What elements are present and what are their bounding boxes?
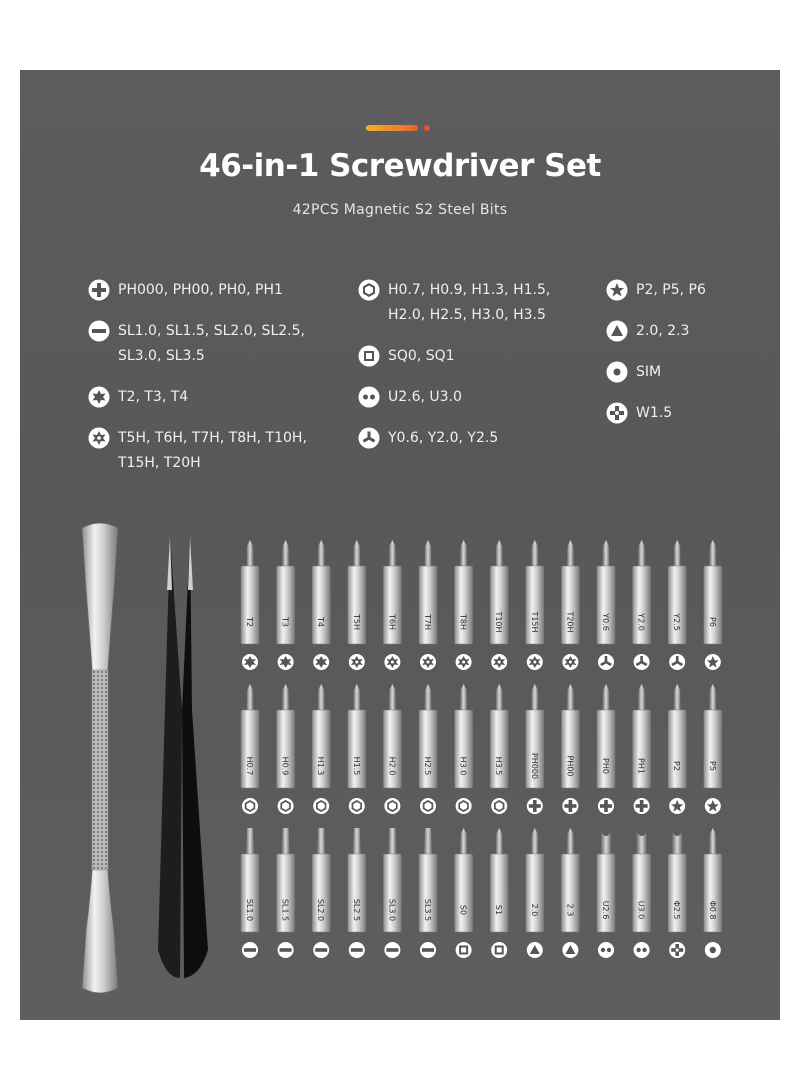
bit-p2 bbox=[668, 684, 686, 814]
bit-label: 2.0 bbox=[529, 903, 539, 917]
bit-h2-5 bbox=[419, 684, 437, 814]
bit-tip bbox=[460, 684, 467, 710]
spudger-tool bbox=[82, 523, 118, 993]
bit-body bbox=[241, 566, 259, 644]
bit-tip bbox=[353, 828, 361, 854]
bit-label: PH0 bbox=[601, 758, 610, 774]
bit-t10h bbox=[490, 540, 508, 670]
bit-label: H1.3 bbox=[316, 756, 326, 776]
slot-icon bbox=[242, 942, 258, 958]
bit-tip bbox=[425, 540, 432, 566]
bit-label: T10H bbox=[494, 611, 504, 633]
bit-body bbox=[277, 566, 295, 644]
bit-label: P6 bbox=[707, 617, 717, 627]
bit-label: Φ2.5 bbox=[672, 900, 682, 920]
bit-ph000 bbox=[526, 684, 544, 814]
triangle-icon bbox=[527, 942, 543, 958]
bit-h3-5 bbox=[490, 684, 508, 814]
bit-label: Y2.5 bbox=[672, 613, 682, 631]
bit-label: T8H bbox=[458, 614, 468, 630]
slot-icon bbox=[420, 942, 436, 958]
bit-label: 2.3 bbox=[565, 903, 575, 917]
bit-u3-0 bbox=[633, 832, 651, 958]
bit-body bbox=[455, 854, 473, 932]
bit-tip bbox=[317, 828, 325, 854]
bit-h2-0 bbox=[383, 684, 401, 814]
bit-label: T4 bbox=[316, 617, 326, 627]
bit-body bbox=[348, 566, 366, 644]
slot-icon bbox=[278, 942, 294, 958]
star-icon bbox=[705, 798, 721, 814]
product-panel bbox=[20, 70, 780, 1020]
torx-icon bbox=[278, 654, 294, 670]
slot-icon bbox=[313, 942, 329, 958]
spec-text: 2.0, 2.3 bbox=[636, 323, 690, 339]
bit-label: SL1.0 bbox=[245, 898, 254, 922]
bit-label: SL1.5 bbox=[280, 898, 290, 922]
spec-text: P2, P5, P6 bbox=[636, 282, 706, 298]
bit-label: SL2.0 bbox=[316, 898, 326, 922]
bit-tip bbox=[709, 684, 716, 710]
bit-tip bbox=[353, 540, 360, 566]
page-title: 46-in-1 Screwdriver Set bbox=[199, 148, 601, 184]
bit-tip bbox=[531, 540, 538, 566]
bit-h1-5 bbox=[348, 684, 366, 814]
bit-label: H2.5 bbox=[423, 756, 432, 776]
hex-icon bbox=[242, 798, 258, 814]
bit-tip bbox=[531, 828, 538, 854]
bit-tip bbox=[388, 828, 396, 854]
bit-tip bbox=[318, 684, 325, 710]
bit-sl1-5 bbox=[277, 828, 295, 958]
spec-text: T5H, T6H, T7H, T8H, T10H, T15H, T20H bbox=[118, 430, 307, 471]
bit-body bbox=[561, 854, 579, 932]
bit-h0-7 bbox=[241, 684, 259, 814]
phillips-icon bbox=[634, 798, 650, 814]
bit-tip bbox=[246, 828, 254, 854]
torxh-icon bbox=[562, 654, 578, 670]
bit-t6h bbox=[383, 540, 401, 670]
square-icon bbox=[456, 942, 472, 958]
bit-tip bbox=[638, 540, 645, 566]
bit-label: H1.5 bbox=[351, 756, 361, 776]
bit-tip bbox=[496, 828, 503, 854]
bit-label: PH000 bbox=[529, 752, 539, 780]
bit-tip bbox=[282, 828, 290, 854]
bit-body bbox=[526, 854, 544, 932]
bit-tip bbox=[496, 684, 503, 710]
bit-tip bbox=[709, 540, 716, 566]
bit-tip bbox=[460, 540, 467, 566]
w-icon bbox=[669, 942, 685, 958]
bit-2-3 bbox=[561, 828, 579, 958]
hex-icon bbox=[384, 798, 400, 814]
bit-body bbox=[704, 854, 722, 932]
spec-text: W1.5 bbox=[636, 405, 673, 421]
star-icon bbox=[669, 798, 685, 814]
bit-body bbox=[704, 566, 722, 644]
bit-ph00 bbox=[561, 684, 579, 814]
bit-body bbox=[597, 710, 615, 788]
bit-label: H2.0 bbox=[387, 756, 397, 776]
phillips-icon bbox=[527, 798, 543, 814]
bit-y2-0 bbox=[633, 540, 651, 670]
bit-grid bbox=[241, 540, 722, 958]
hex-icon bbox=[278, 798, 294, 814]
bit-s1 bbox=[490, 828, 508, 958]
phillips-icon bbox=[562, 798, 578, 814]
bit-sl1-0 bbox=[241, 828, 259, 958]
spec-text: SIM bbox=[636, 364, 662, 380]
bit-tip bbox=[601, 832, 611, 854]
spec-text: SL1.0, SL1.5, SL2.0, SL2.5, SL3.0, SL3.5 bbox=[118, 323, 305, 364]
hex-icon bbox=[420, 798, 436, 814]
star-icon bbox=[705, 654, 721, 670]
bit-tip bbox=[460, 828, 467, 854]
bit-h3-0 bbox=[455, 684, 473, 814]
bit-tip bbox=[389, 684, 396, 710]
spec-text: U2.6, U3.0 bbox=[388, 389, 462, 405]
triwing-icon bbox=[669, 654, 685, 670]
bit-label: U2.6 bbox=[601, 900, 610, 920]
bit-body bbox=[419, 566, 437, 644]
bit-tip bbox=[638, 684, 645, 710]
bit-body bbox=[704, 710, 722, 788]
slot-icon bbox=[349, 942, 365, 958]
bit-label: H0.9 bbox=[280, 756, 290, 776]
bit-label: PH00 bbox=[565, 755, 575, 777]
torxh-icon bbox=[491, 654, 507, 670]
bit-tip bbox=[247, 684, 254, 710]
torxh-icon bbox=[456, 654, 472, 670]
bit-p6 bbox=[704, 540, 722, 670]
bit-body bbox=[241, 710, 259, 788]
square-icon bbox=[491, 942, 507, 958]
torxh-icon bbox=[420, 654, 436, 670]
bit-2-0 bbox=[526, 828, 544, 958]
page-subtitle: 42PCS Magnetic S2 Steel Bits bbox=[292, 202, 508, 218]
bit-label: T3 bbox=[280, 617, 290, 627]
bit--2-5 bbox=[668, 832, 686, 958]
bit-label: T15H bbox=[529, 611, 539, 633]
bit-body bbox=[348, 710, 366, 788]
bit-label: SL3.0 bbox=[387, 898, 397, 922]
bit-t7h bbox=[419, 540, 437, 670]
bit-label: SL3.5 bbox=[423, 898, 432, 922]
bit-label: U3.0 bbox=[636, 900, 646, 920]
phillips-icon bbox=[598, 798, 614, 814]
bit-sl2-0 bbox=[312, 828, 330, 958]
bit-label: T2 bbox=[245, 617, 254, 627]
bit--0-8 bbox=[704, 828, 722, 958]
torx-icon bbox=[242, 654, 258, 670]
bit-h1-3 bbox=[312, 684, 330, 814]
bit-label: T20H bbox=[565, 611, 575, 633]
bit-body bbox=[633, 854, 651, 932]
bit-t20h bbox=[561, 540, 579, 670]
bit-body bbox=[383, 710, 401, 788]
bit-label: T5H bbox=[351, 614, 361, 630]
bit-tip bbox=[603, 540, 610, 566]
triangle-icon bbox=[562, 942, 578, 958]
bit-label: H3.5 bbox=[494, 756, 504, 776]
bit-tip bbox=[674, 684, 681, 710]
bit-s0 bbox=[455, 828, 473, 958]
bit-p5 bbox=[704, 684, 722, 814]
slot-icon bbox=[384, 942, 400, 958]
bit-t2 bbox=[241, 540, 259, 670]
bit-sl2-5 bbox=[348, 828, 366, 958]
u-icon bbox=[634, 942, 650, 958]
bit-tip bbox=[567, 684, 574, 710]
bit-body bbox=[419, 710, 437, 788]
bit-body bbox=[277, 710, 295, 788]
bit-t8h bbox=[455, 540, 473, 670]
bit-tip bbox=[674, 540, 681, 566]
bit-body bbox=[668, 710, 686, 788]
bit-label: H0.7 bbox=[245, 756, 254, 776]
bit-body bbox=[455, 710, 473, 788]
bit-tip bbox=[318, 540, 325, 566]
tool-illustration bbox=[20, 70, 780, 1020]
hex-icon bbox=[491, 798, 507, 814]
hex-icon bbox=[349, 798, 365, 814]
bit-body bbox=[633, 710, 651, 788]
bit-label: Y2.0 bbox=[636, 613, 646, 631]
bit-tip bbox=[247, 540, 254, 566]
bit-y2-5 bbox=[668, 540, 686, 670]
spec-text: SQ0, SQ1 bbox=[388, 348, 455, 364]
bit-body bbox=[383, 566, 401, 644]
bit-tip bbox=[672, 832, 682, 854]
bit-sl3-5 bbox=[419, 828, 437, 958]
bit-label: T6H bbox=[387, 614, 397, 630]
bit-body bbox=[490, 854, 508, 932]
torx-icon bbox=[313, 654, 329, 670]
bit-t5h bbox=[348, 540, 366, 670]
spec-text: H0.7, H0.9, H1.3, H1.5, H2.0, H2.5, H3.0, H3.5 bbox=[388, 282, 551, 323]
bit-body bbox=[668, 854, 686, 932]
hex-icon bbox=[313, 798, 329, 814]
bit-tip bbox=[425, 684, 432, 710]
torxh-icon bbox=[384, 654, 400, 670]
bit-label: SL2.5 bbox=[351, 898, 361, 922]
spec-text: Y0.6, Y2.0, Y2.5 bbox=[388, 430, 499, 446]
bit-body bbox=[668, 566, 686, 644]
bit-body bbox=[597, 566, 615, 644]
bit-body bbox=[312, 566, 330, 644]
torxh-icon bbox=[349, 654, 365, 670]
bit-t4 bbox=[312, 540, 330, 670]
bit-tip bbox=[282, 540, 289, 566]
bit-t15h bbox=[526, 540, 544, 670]
bit-body bbox=[597, 854, 615, 932]
bit-tip bbox=[282, 684, 289, 710]
bit-tip bbox=[603, 684, 610, 710]
u-icon bbox=[598, 942, 614, 958]
bit-tip bbox=[567, 828, 574, 854]
bit-label: P2 bbox=[672, 761, 682, 771]
spec-text: T2, T3, T4 bbox=[118, 389, 189, 405]
bit-u2-6 bbox=[597, 832, 615, 958]
hex-icon bbox=[456, 798, 472, 814]
bit-label: Y0.6 bbox=[601, 613, 610, 631]
bit-label: S1 bbox=[494, 904, 504, 916]
bit-ph1 bbox=[633, 684, 651, 814]
bit-t3 bbox=[277, 540, 295, 670]
bit-label: PH1 bbox=[636, 758, 646, 774]
bit-body bbox=[455, 566, 473, 644]
bit-ph0 bbox=[597, 684, 615, 814]
tweezers bbox=[158, 536, 208, 978]
bit-label: H3.0 bbox=[458, 756, 468, 776]
bit-tip bbox=[637, 832, 647, 854]
spec-text: PH000, PH00, PH0, PH1 bbox=[118, 282, 283, 298]
bit-body bbox=[490, 710, 508, 788]
torxh-icon bbox=[527, 654, 543, 670]
bit-y0-6 bbox=[597, 540, 615, 670]
bit-label: S0 bbox=[458, 904, 468, 916]
bit-tip bbox=[531, 684, 538, 710]
triwing-icon bbox=[598, 654, 614, 670]
bit-tip bbox=[424, 828, 432, 854]
bit-tip bbox=[709, 828, 716, 854]
bit-tip bbox=[567, 540, 574, 566]
bit-tip bbox=[389, 540, 396, 566]
bit-body bbox=[312, 710, 330, 788]
bit-h0-9 bbox=[277, 684, 295, 814]
bit-tip bbox=[353, 684, 360, 710]
bit-sl3-0 bbox=[383, 828, 401, 958]
triwing-icon bbox=[634, 654, 650, 670]
bit-label: P5 bbox=[707, 761, 717, 771]
bit-label: T7H bbox=[423, 614, 432, 630]
bit-label: Φ0.8 bbox=[707, 900, 717, 920]
bit-body bbox=[633, 566, 651, 644]
sim-icon bbox=[705, 942, 721, 958]
bit-tip bbox=[496, 540, 503, 566]
